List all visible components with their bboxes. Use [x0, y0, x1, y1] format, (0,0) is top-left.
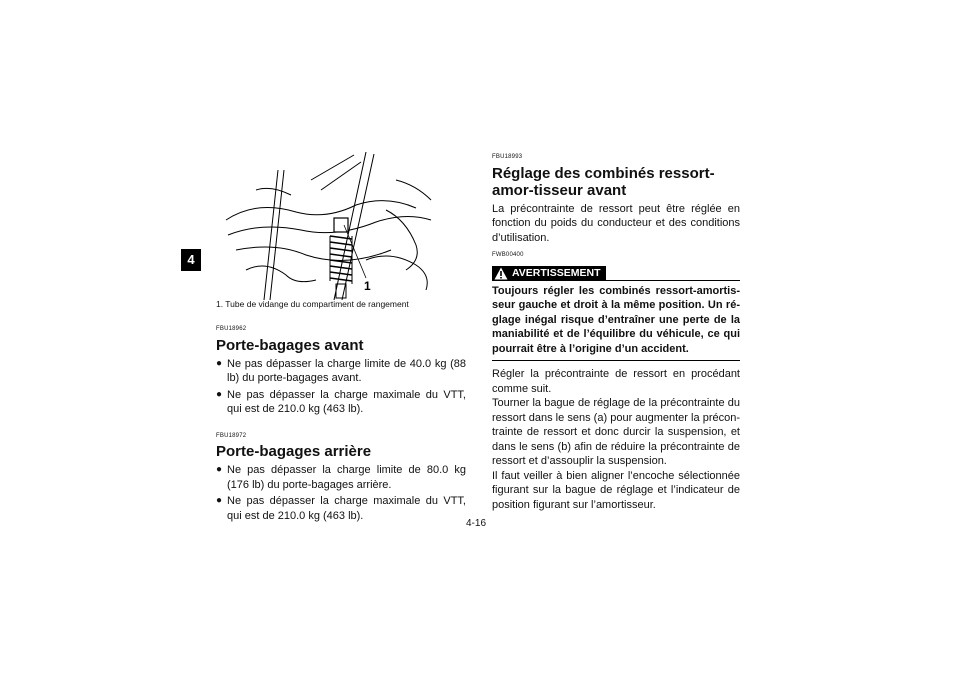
warning-label: AVERTISSEMENT	[512, 266, 601, 279]
body-paragraph: Régler la précontrainte de ressort en procédant comme suit.	[492, 368, 740, 395]
section-code: FBU18993	[492, 154, 523, 160]
warning-triangle-icon	[494, 267, 508, 280]
bullet-icon: ●	[216, 464, 223, 475]
warning-code: FWB00400	[492, 252, 524, 258]
section-rear-carrier	[216, 429, 466, 524]
section-title: Réglage des combinés ressort-amor-tisseur avant	[492, 164, 715, 199]
body-paragraph: Tourner la bague de réglage de la précontrainte du ressort dans le sens (a) pour augmenter la précon-trainte de ressort et donc durcir la suspension, et dans le sens (b) afin de réduire la précontrainte de ressort et d’assouplir la suspension.	[492, 397, 740, 467]
section-title: Porte-bagages avant	[216, 336, 364, 354]
section-front-carrier	[216, 322, 466, 417]
warning-text: Toujours régler les combinés ressort-amortis-seur gauche et droit à la même position. Un ré-glage inégal risque d’entraîner une perte de la maniabilité et de l’équilibre du véhicule, ce qui pourrait être à l’origine d’un accident.	[492, 281, 740, 362]
intro-paragraph: La précontrainte de ressort peut être réglée en fonction du poids du conducteur et des conditions d’utilisation.	[492, 202, 740, 244]
left-column	[216, 322, 466, 525]
shock-absorber-illustration	[216, 150, 466, 300]
list-item: ● Ne pas dépasser la charge limite de 80.0 kg (176 lb) du porte-bagages arrière.	[216, 464, 466, 491]
section-code: FBU18962	[216, 326, 247, 332]
page-number: 4-16	[466, 518, 487, 529]
body-paragraph: Il faut veiller à bien aligner l’encoche sélectionnée figurant sur la bague de réglage et l’indicateur de position figurant sur l’amortisseur.	[492, 469, 740, 511]
right-column	[492, 150, 740, 512]
figure-callout: 1	[364, 279, 371, 293]
bullet-icon: ●	[216, 388, 223, 400]
section-code: FBU18972	[216, 432, 247, 439]
warning-badge	[492, 266, 606, 281]
warning-rule	[606, 266, 740, 281]
section-title: Porte-bagages arrière	[216, 443, 372, 460]
bullet-icon: ●	[216, 495, 223, 506]
chapter-tab: 4	[181, 249, 201, 271]
figure-caption: 1. Tube de vidange du compartiment de rangement	[216, 299, 409, 309]
list-item: ● Ne pas dépasser la charge maximale du VTT, qui est de 210.0 kg (463 lb).	[216, 495, 466, 522]
bullet-icon: ●	[216, 357, 223, 369]
warning-header	[492, 266, 740, 281]
list-item: ● Ne pas dépasser la charge limite de 40.0 kg (88 lb) du porte-bagages avant.	[216, 357, 466, 384]
list-item: ● Ne pas dépasser la charge maximale du VTT, qui est de 210.0 kg (463 lb).	[216, 388, 466, 415]
